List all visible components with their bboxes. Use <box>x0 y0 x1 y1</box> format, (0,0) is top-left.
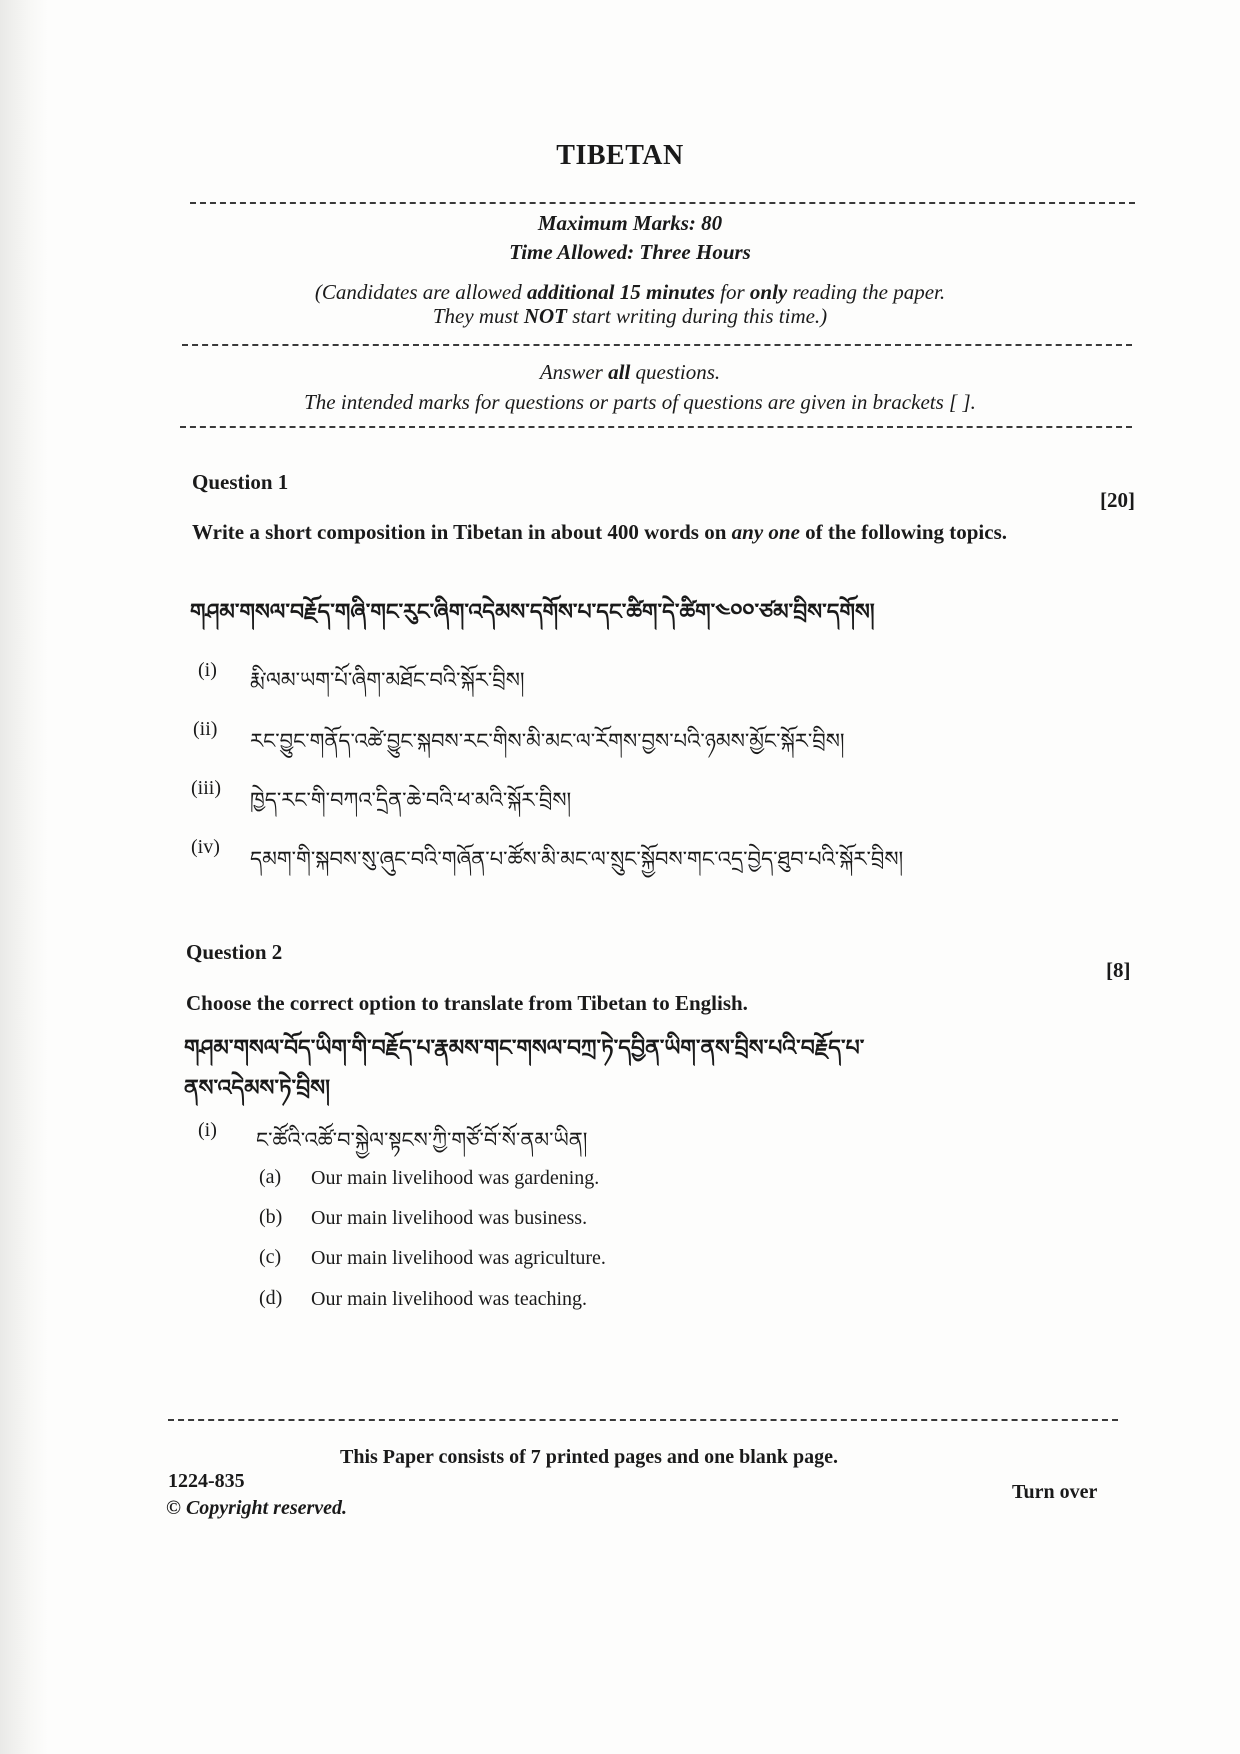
question-1-instruction-tibetan: གཤམ་གསལ་བརྗོད་གཞི་གང་རུང་ཞིག་འདེམས་དགོས་པ་དང་ཚིག་དེ་ཚིག་༤༠༠་ཙམ་བྲིས་དགོས། <box>190 600 875 625</box>
item-tibetan-sentence: ང་ཚོའི་འཚོ་བ་སྐྱེལ་སྟངས་ཀྱི་གཙོ་བོ་སོ་ནམ་ཡིན། <box>256 1128 588 1152</box>
topic-number: (ii) <box>193 718 218 740</box>
pages-note: This Paper consists of 7 printed pages and one blank page. <box>340 1446 839 1468</box>
rt1-seg: for <box>714 280 750 304</box>
rt1-seg: reading the paper. <box>787 280 946 304</box>
topic-text: རང་བྱུང་གནོད་འཚེ་བྱུང་སྐབས་རང་གིས་མི་མང་ལ་རོགས་བྱས་པའི་ཉམས་མྱོང་སྐོར་བྲིས། <box>250 729 845 753</box>
question-1-marks: [20] <box>1100 488 1135 512</box>
rt1-seg: only <box>749 280 788 304</box>
option-text: Our main livelihood was agriculture. <box>311 1247 606 1269</box>
question-2-instruction-tibetan-line-1: གཤམ་གསལ་བོད་ཡིག་གི་བརྗོད་པ་རྣམས་གང་གསལ་བཀྲ་ཏེ་དབྱིན་ཡིག་ནས་བྲིས་པའི་བརྗོད་པ་ <box>184 1036 865 1061</box>
divider <box>182 344 1132 346</box>
option-text: Our main livelihood was gardening. <box>311 1167 600 1189</box>
scan-edge-shadow <box>0 0 48 1754</box>
topic-number: (iii) <box>191 777 221 799</box>
option-text: Our main livelihood was teaching. <box>311 1288 588 1310</box>
topic-text: ཁྱེད་རང་གི་བཀའ་དྲིན་ཆེ་བའི་ཕ་མའི་སྐོར་བྲིས། <box>250 788 572 812</box>
reading-time-line-1 <box>180 280 1080 305</box>
time-allowed: Time Allowed: Three Hours <box>509 240 751 264</box>
topic-number: (i) <box>198 659 217 681</box>
answer-all <box>180 360 1080 385</box>
option-label: (a) <box>259 1166 282 1188</box>
option-label: (b) <box>259 1206 283 1228</box>
copyright: © Copyright reserved. <box>166 1497 348 1519</box>
rt1-seg: additional 15 minutes <box>527 280 715 304</box>
rt2-seg: NOT <box>523 304 567 328</box>
q1-inst-seg: Write a short composition in Tibetan in about 400 words on <box>192 520 732 544</box>
divider <box>180 426 1132 428</box>
reading-time-line-2 <box>180 304 1080 329</box>
paper-code: 1224-835 <box>168 1470 245 1492</box>
q1-inst-seg: of the following topics. <box>799 520 1007 544</box>
turn-over: Turn over <box>1012 1481 1098 1503</box>
item-number: (i) <box>198 1119 217 1141</box>
question-2-instruction-tibetan-line-2: ནས་འདེམས་ཏེ་བྲིས། <box>184 1076 330 1101</box>
question-1-instruction <box>192 519 1092 546</box>
divider <box>190 202 1135 204</box>
divider <box>168 1419 1118 1421</box>
topic-number: (iv) <box>191 836 220 858</box>
option-label: (d) <box>259 1287 283 1309</box>
option-text: Our main livelihood was business. <box>311 1207 588 1229</box>
question-2-instruction: Choose the correct option to translate from Tibetan to English. <box>186 991 748 1015</box>
question-2-marks: [8] <box>1106 958 1131 982</box>
q1-inst-seg: any one <box>731 520 800 544</box>
topic-text: རྨི་ལམ་ཡག་པོ་ཞིག་མཐོང་བའི་སྐོར་བྲིས། <box>250 668 525 692</box>
subject-title: TIBETAN <box>556 140 684 171</box>
aa-seg: Answer <box>539 360 609 384</box>
question-2-heading: Question 2 <box>186 940 283 964</box>
question-1-heading: Question 1 <box>192 470 289 494</box>
rt2-seg: They must <box>432 304 524 328</box>
topic-text: དམག་གི་སྐབས་སུ་ཞུང་བའི་གཞོན་པ་ཚོས་མི་མང་ལ་སྲུང་སྐྱོབས་གང་འདྲ་བྱེད་ཐུབ་པའི་སྐོར་བྲིས། <box>250 847 904 871</box>
aa-seg: all <box>608 360 631 384</box>
option-label: (c) <box>259 1246 282 1268</box>
max-marks: Maximum Marks: 80 <box>537 211 723 235</box>
rt1-seg: (Candidates are allowed <box>314 280 527 304</box>
rt2-seg: start writing during this time.) <box>566 304 828 328</box>
marks-note: The intended marks for questions or parts of questions are given in brackets [ ]. <box>304 390 976 414</box>
aa-seg: questions. <box>630 360 721 384</box>
